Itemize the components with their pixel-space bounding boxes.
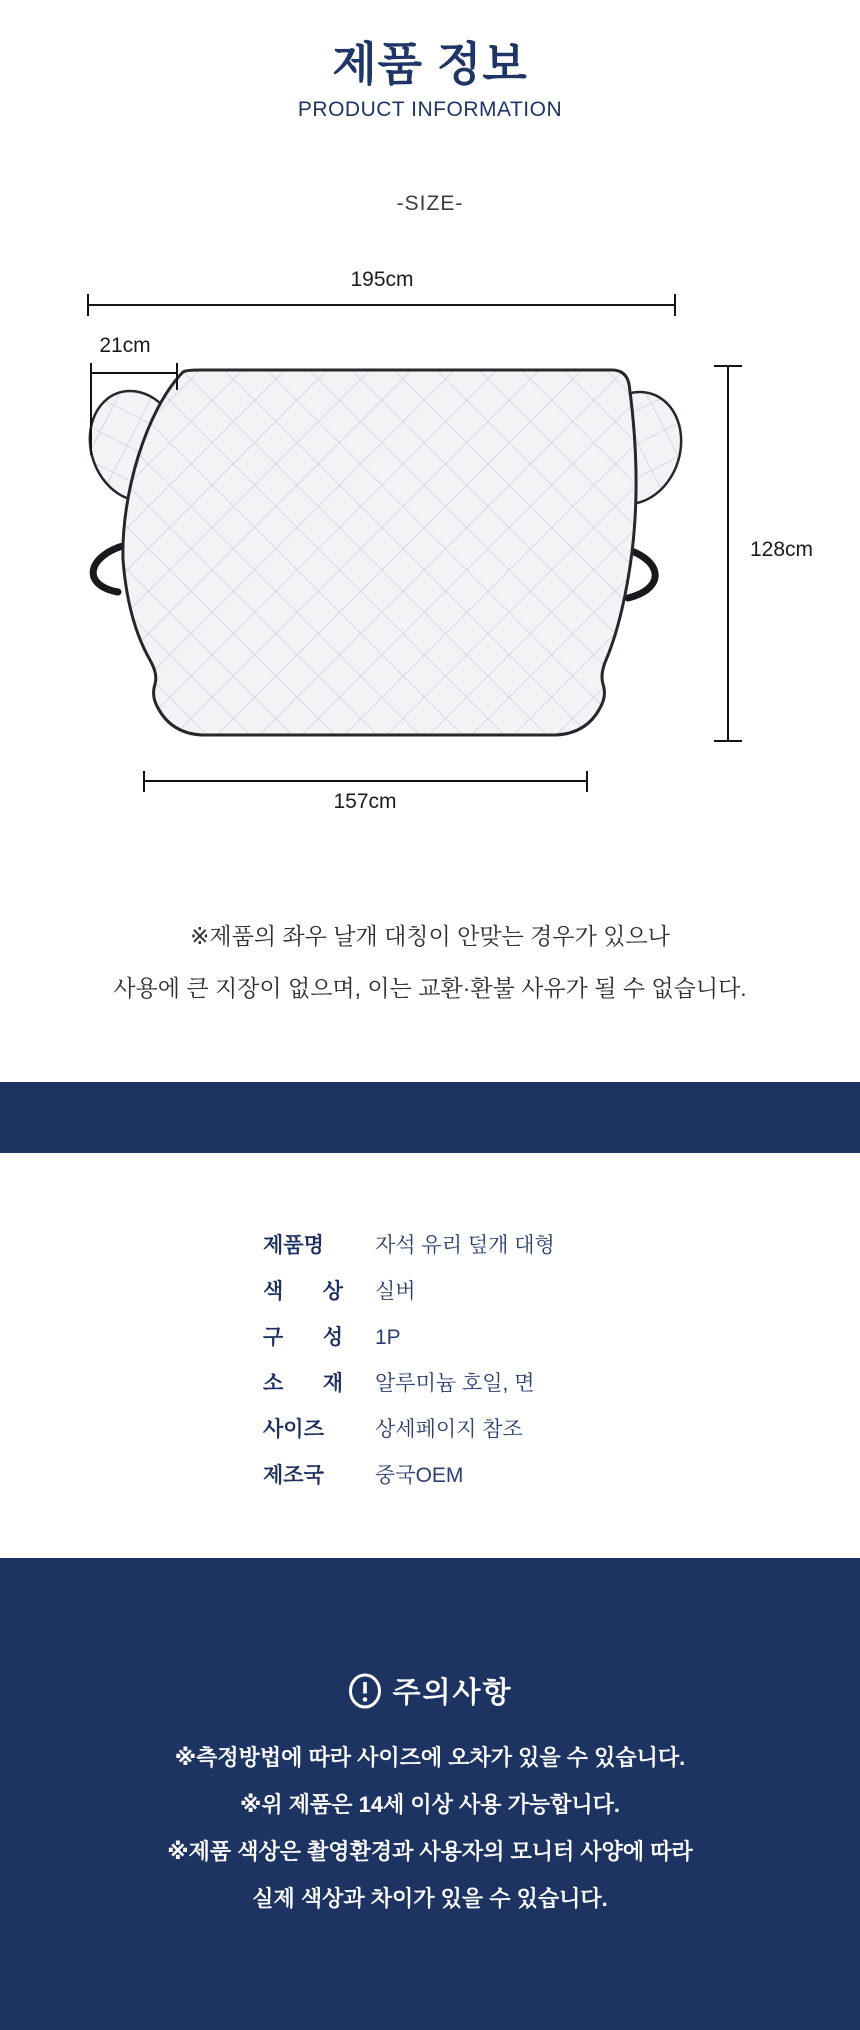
page-subtitle: PRODUCT INFORMATION — [297, 98, 563, 121]
spec-row-composition — [263, 1323, 555, 1353]
cover-body — [123, 370, 636, 735]
dimension-bottom-width: 157cm — [333, 790, 397, 813]
spec-label: 구 성 — [263, 1326, 343, 1349]
spec-row-size — [263, 1415, 555, 1445]
caution-lines — [0, 1744, 860, 1932]
symmetry-note-line2: 사용에 큰 지장이 없으며, 이는 교환·환불 사유가 될 수 없습니다. — [113, 975, 747, 1001]
symmetry-note-line1: ※제품의 좌우 날개 대칭이 안맞는 경우가 있으나 — [190, 923, 670, 949]
spec-row-product-name — [263, 1231, 555, 1261]
dimension-height: 128cm — [750, 538, 814, 561]
size-section-label: -SIZE- — [396, 192, 464, 215]
caution-heading — [0, 1670, 860, 1711]
dimension-flap-width: 21cm — [99, 334, 151, 357]
caution-line: 실제 색상과 차이가 있을 수 있습니다. — [252, 1886, 608, 1911]
spec-label: 제품명 — [263, 1234, 324, 1257]
caution-line: ※위 제품은 14세 이상 사용 가능합니다. — [239, 1792, 621, 1817]
caution-section — [0, 1558, 860, 2030]
spec-label: 소 재 — [263, 1372, 343, 1395]
spec-row-origin — [263, 1461, 555, 1491]
spec-row-color — [263, 1277, 555, 1307]
page-title: 제품 정보 — [332, 38, 528, 90]
spec-table — [263, 1231, 555, 1507]
spec-value: 실버 — [375, 1280, 416, 1303]
spec-label: 색 상 — [263, 1280, 343, 1303]
spec-row-material — [263, 1369, 555, 1399]
spec-value: 중국OEM — [375, 1464, 464, 1487]
caution-title: 주의사항 — [392, 1677, 513, 1709]
spec-value: 1P — [375, 1326, 401, 1349]
caution-line: ※제품 색상은 촬영환경과 사용자의 모니터 사양에 따라 — [167, 1839, 693, 1864]
divider-band — [0, 1082, 860, 1153]
warning-icon — [347, 1673, 383, 1709]
spec-label: 사이즈 — [263, 1418, 324, 1441]
spec-value: 상세페이지 참조 — [375, 1418, 523, 1441]
dimension-top-width: 195cm — [350, 268, 414, 291]
spec-value: 자석 유리 덮개 대형 — [375, 1234, 555, 1257]
cover-left-strap — [93, 545, 126, 592]
spec-label: 제조국 — [263, 1464, 324, 1487]
spec-value: 알루미늄 호일, 면 — [375, 1372, 535, 1395]
caution-line: ※측정방법에 따라 사이즈에 오차가 있을 수 있습니다. — [174, 1745, 686, 1770]
size-diagram — [0, 230, 860, 810]
